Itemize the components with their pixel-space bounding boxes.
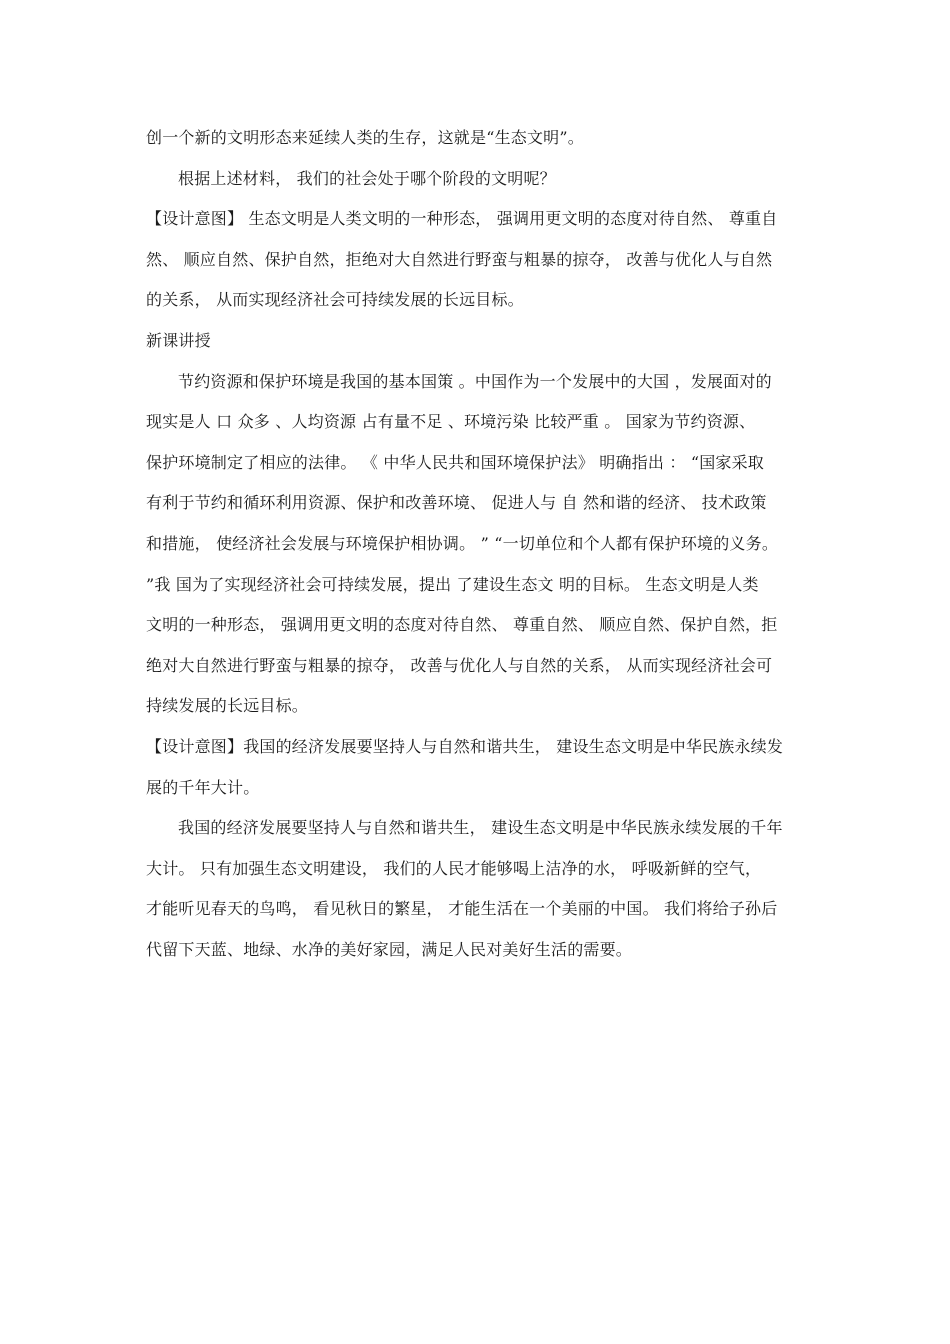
- design-intent-line: 【设计意图】 生态文明是人类文明的一种形态， 强调用更文明的态度对待自然、 尊重自: [146, 209, 778, 229]
- document-body: [146, 118, 810, 970]
- text-line: ”我 国为了实现经济社会可持续发展，提出 了建设生态文 明的目标。 生态文明是人类: [146, 574, 759, 594]
- text-line: 展的千年大计。: [146, 777, 260, 797]
- text-line: 才能听见春天的鸟鸣， 看见秋日的繁星， 才能生活在一个美丽的中国。 我们将给子孙后: [146, 899, 778, 919]
- text-line: 节约资源和保护环境是我国的基本国策 。中国作为一个发展中的大国 ，发展面对的: [178, 371, 772, 391]
- text-line: 的关系， 从而实现经济社会可持续发展的长远目标。: [146, 290, 524, 310]
- text-line: 大计。 只有加强生态文明建设， 我们的人民才能够喝上洁净的水， 呼吸新鲜的空气，: [146, 858, 762, 878]
- text-line: 持续发展的长远目标。: [146, 696, 309, 716]
- design-intent-line: 【设计意图】我国的经济发展要坚持人与自然和谐共生， 建设生态文明是中华民族永续发: [146, 736, 784, 756]
- text-line: 然、 顺应自然、保护自然，拒绝对大自然进行野蛮与粗暴的掠夺， 改善与优化人与自然: [146, 249, 773, 269]
- text-line: 现实是人 口 众多 、人均资源 占有量不足 、环境污染 比较严重 。 国家为节约资源、: [146, 412, 756, 432]
- text-line: 和措施， 使经济社会发展与环境保护相协调。 ” “一切单位和个人都有保护环境的义务。: [146, 533, 779, 553]
- text-line: 保护环境制定了相应的法律。 《 中华人民共和国环境保护法》 明确指出 ： “国家采取: [146, 452, 765, 472]
- text-line: 根据上述材料， 我们的社会处于哪个阶段的文明呢？: [178, 168, 556, 188]
- text-line: 代留下天蓝、地绿、水净的美好家园，满足人民对美好生活的需要。: [146, 939, 633, 959]
- text-line: 绝对大自然进行野蛮与粗暴的掠夺， 改善与优化人与自然的关系， 从而实现经济社会可: [146, 655, 773, 675]
- text-line: 我国的经济发展要坚持人与自然和谐共生， 建设生态文明是中华民族永续发展的千年: [178, 818, 783, 838]
- text-line: 创一个新的文明形态来延续人类的生存，这就是“生态文明”。: [146, 128, 584, 147]
- section-heading: 新课讲授: [146, 330, 211, 350]
- text-line: 有利于节约和循环利用资源、保护和改善环境、 促进人与 自 然和谐的经济、 技术政策: [146, 493, 767, 513]
- text-line: 文明的一种形态， 强调用更文明的态度对待自然、 尊重自然、 顺应自然、保护自然，拒: [146, 615, 778, 635]
